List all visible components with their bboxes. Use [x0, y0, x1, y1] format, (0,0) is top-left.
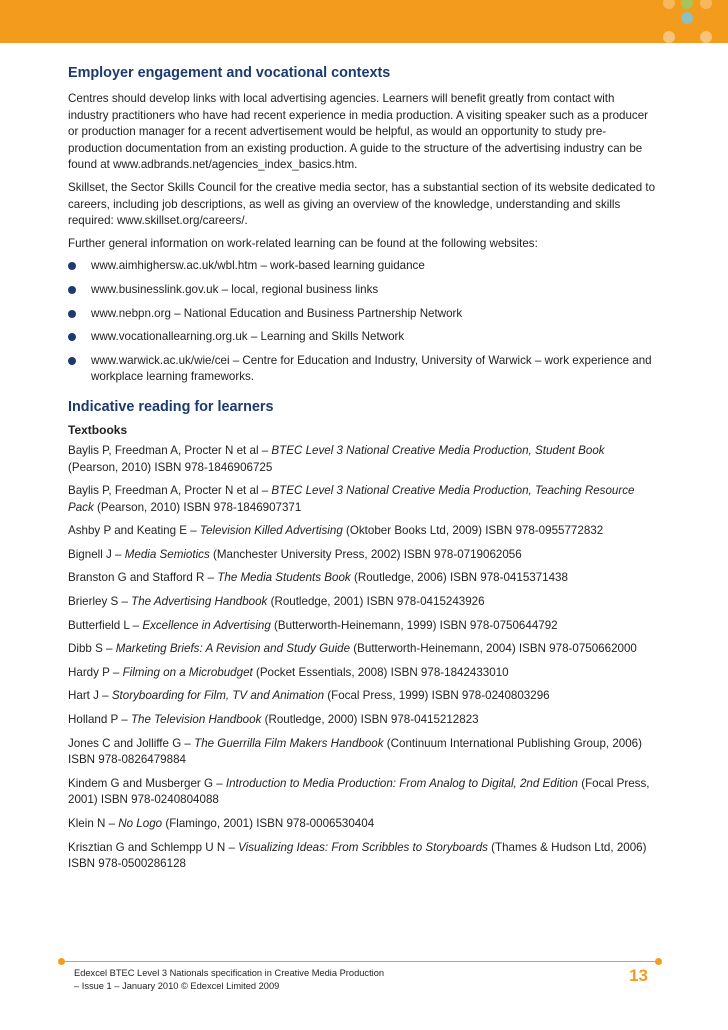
footer-dot	[655, 958, 662, 965]
decorative-dot	[700, 31, 712, 43]
footer-line: – Issue 1 – January 2010 © Edexcel Limited 2009	[74, 981, 280, 991]
footer-dot	[58, 958, 65, 965]
list-item: www.aimhighersw.ac.uk/wbl.htm – work-based learning guidance	[68, 258, 658, 275]
paragraph: Further general information on work-related learning can be found at the following websites:	[68, 236, 538, 250]
list-item: www.businesslink.gov.uk – local, regional business links	[68, 282, 658, 299]
book-entry: Baylis P, Freedman A, Procter N et al – BTEC Level 3 National Creative Media Production, Student Book (Pearson, 2010) ISBN 978-1846906725	[68, 443, 605, 474]
list-item: www.warwick.ac.uk/wie/cei – Centre for Education and Industry, University of Warwick – work experience and workplace learning frameworks.	[68, 353, 658, 386]
section-heading: Indicative reading for learners	[68, 398, 274, 415]
book-entry: Dibb S – Marketing Briefs: A Revision and Study Guide (Butterworth-Heinemann, 2004) ISBN 978-0750662000	[68, 642, 637, 656]
footer-line: Edexcel BTEC Level 3 Nationals specification in Creative Media Production	[74, 968, 385, 978]
decorative-dot	[700, 0, 712, 9]
subheading: Textbooks	[68, 422, 128, 437]
book-entry: Hart J – Storyboarding for Film, TV and Animation (Focal Press, 1999) ISBN 978-0240803296	[68, 689, 550, 703]
decorative-dot	[681, 0, 693, 9]
book-entry: Baylis P, Freedman A, Procter N et al – BTEC Level 3 National Creative Media Production, Teaching Resource Pack (Pearson, 2010) ISBN 978-1846907371	[68, 484, 635, 514]
book-entry: Jones C and Jolliffe G – The Guerrilla Film Makers Handbook (Continuum International Publishing Group, 2006) ISBN 978-0826479884	[68, 736, 642, 767]
book-entry: Hardy P – Filming on a Microbudget (Pocket Essentials, 2008) ISBN 978-1842433010	[68, 665, 509, 679]
book-entry: Butterfield L – Excellence in Advertising (Butterworth-Heinemann, 1999) ISBN 978-0750644792	[68, 618, 558, 632]
book-entry: Bignell J – Media Semiotics (Manchester University Press, 2002) ISBN 978-0719062056	[68, 547, 522, 561]
book-entry: Krisztian G and Schlempp U N – Visualizing Ideas: From Scribbles to Storyboards (Thames & Hudson Ltd, 2006) ISBN 978-0500286128	[68, 840, 647, 871]
book-entry: Kindem G and Musberger G – Introduction to Media Production: From Analog to Digital, 2nd Edition (Focal Press, 2001) ISBN 978-0240804088	[68, 776, 650, 807]
book-entry: Klein N – No Logo (Flamingo, 2001) ISBN 978-0006530404	[68, 817, 375, 830]
paragraph: Centres should develop links with local advertising agencies. Learners will benefit greatly from contact with industry practitioners who have had recent experience in media production. A visiting speaker such as a producer or production manager for a recent advertisement would be helpful, as would an opportunity to study pre-production documentation from an existing production. A guide to the structure of the advertising industry can be found at www.adbrands.net/agencies_index_basics.htm.	[68, 92, 649, 172]
book-entry: Branston G and Stafford R – The Media Students Book (Routledge, 2006) ISBN 978-0415371438	[68, 571, 568, 585]
page-content	[68, 64, 658, 880]
decorative-dots	[660, 0, 728, 50]
book-entry: Ashby P and Keating E – Television Killed Advertising (Oktober Books Ltd, 2009) ISBN 978-0955772832	[68, 524, 604, 538]
header-bar	[0, 0, 728, 43]
decorative-dot	[663, 0, 675, 9]
page-number: 13	[629, 966, 648, 985]
book-entry: Brierley S – The Advertising Handbook (Routledge, 2001) ISBN 978-0415243926	[68, 595, 485, 609]
reading-list	[68, 443, 658, 873]
book-entry: Holland P – The Television Handbook (Routledge, 2000) ISBN 978-0415212823	[68, 713, 479, 727]
list-item: www.nebpn.org – National Education and Business Partnership Network	[68, 306, 658, 323]
list-item: www.vocationallearning.org.uk – Learning and Skills Network	[68, 329, 658, 346]
decorative-dot	[681, 12, 693, 24]
paragraph: Skillset, the Sector Skills Council for the creative media sector, has a substantial section of its website dedicated to careers, including job descriptions, as well as giving an overview of the knowledge, understanding and skills required: www.skillset.org/careers/.	[68, 180, 656, 228]
decorative-dot	[663, 31, 675, 43]
footer-rule	[61, 961, 660, 962]
website-list	[68, 258, 658, 386]
footer-text	[74, 967, 384, 993]
section-heading: Employer engagement and vocational contexts	[68, 65, 391, 81]
